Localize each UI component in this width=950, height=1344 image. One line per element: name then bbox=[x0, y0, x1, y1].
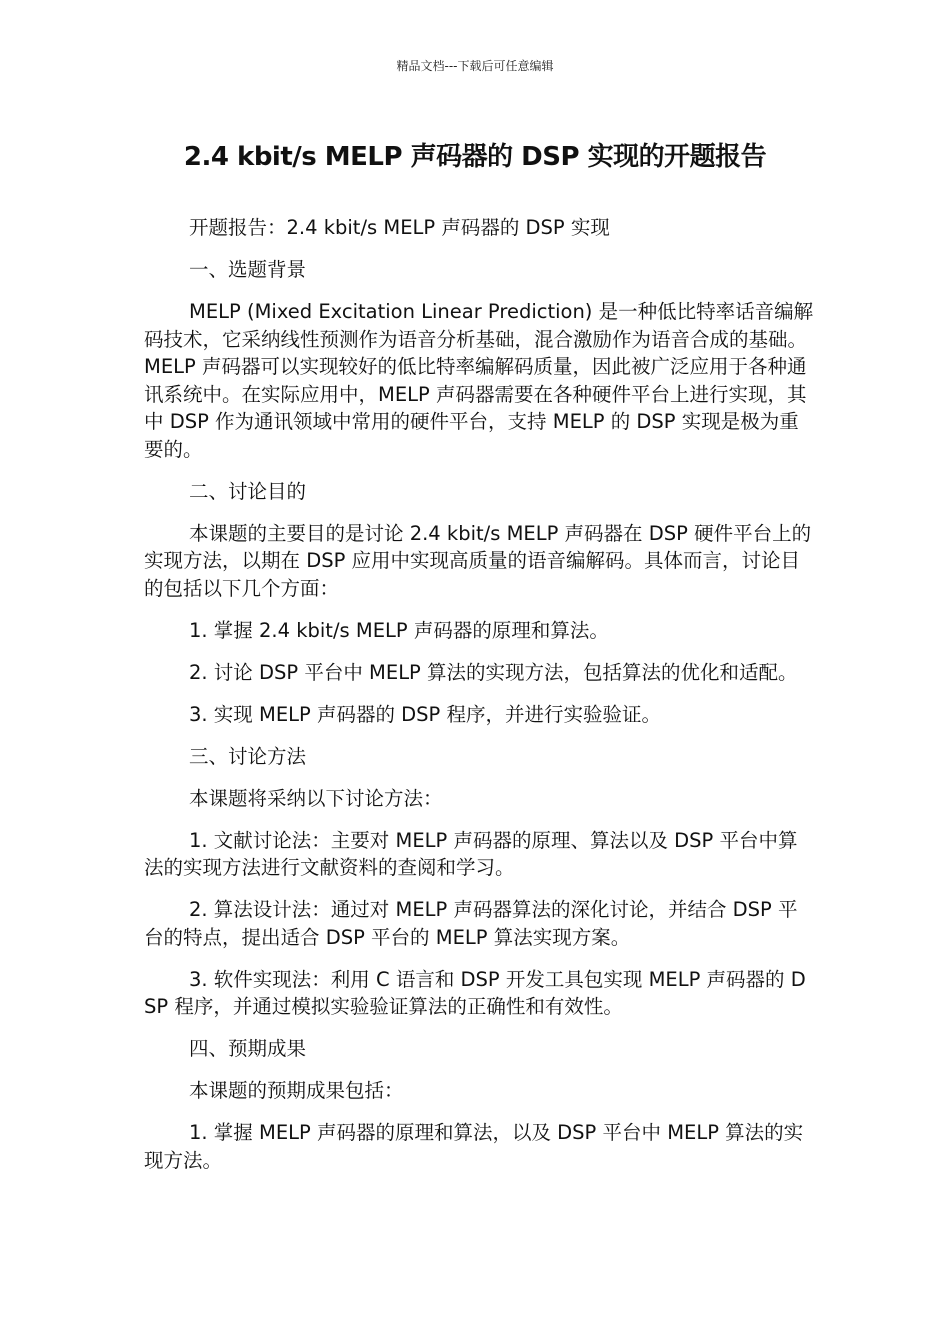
method-item-2: 2. 算法设计法：通过对 MELP 声码器算法的深化讨论，并结合 DSP 平台的特点，提出适合 DSP 平台的 MELP 算法实现方案。 bbox=[144, 898, 798, 949]
method-item-3: 3. 软件实现法：利用 C 语言和 DSP 开发工具包实现 MELP 声码器的 DSP 程序，并通过模拟实验验证算法的正确性和有效性。 bbox=[144, 967, 806, 1018]
purpose-item-2: 2. 讨论 DSP 平台中 MELP 算法的实现方法，包括算法的优化和适配。 bbox=[189, 660, 798, 684]
section-heading-method: 三、讨论方法 bbox=[189, 744, 307, 768]
report-subtitle: 开题报告：2.4 kbit/s MELP 声码器的 DSP 实现 bbox=[189, 216, 610, 239]
results-item-1: 1. 掌握 MELP 声码器的原理和算法，以及 DSP 平台中 MELP 算法的实现方法。 bbox=[144, 1121, 804, 1172]
background-paragraph: MELP (Mixed Excitation Linear Prediction) 是一种低比特率话音编解码技术，它采纳线性预测作为语音分析基础，混合激励作为语音合成的基础。MELP 声码器可以实现较好的低比特率编解码质量，因此被广泛应用于各种通讯系统中。在实际应用中，MELP 声码器需要在各种硬件平台上进行实现，其中 DSP 作为通讯领域中常用的硬件平台，支持 MELP 的 DSP 实现是极为重要的。 bbox=[144, 300, 814, 461]
document-title: 2.4 kbit/s MELP 声码器的 DSP 实现的开题报告 bbox=[183, 142, 767, 172]
results-intro: 本课题的预期成果包括： bbox=[189, 1079, 404, 1102]
section-heading-results: 四、预期成果 bbox=[189, 1037, 307, 1060]
document-body bbox=[144, 214, 814, 1189]
method-item-1: 1. 文献讨论法：主要对 MELP 声码器的原理、算法以及 DSP 平台中算法的实现方法进行文献资料的查阅和学习。 bbox=[144, 828, 798, 879]
header-note: 精品文档---下载后可任意编辑 bbox=[396, 59, 554, 73]
method-intro: 本课题将采纳以下讨论方法： bbox=[189, 786, 443, 810]
purpose-paragraph: 本课题的主要目的是讨论 2.4 kbit/s MELP 声码器在 DSP 硬件平台上的实现方法，以期在 DSP 应用中实现高质量的语音编解码。具体而言，讨论目的包括以下几个方面： bbox=[144, 521, 812, 600]
section-heading-background: 一、选题背景 bbox=[189, 258, 307, 281]
section-heading-purpose: 二、讨论目的 bbox=[189, 479, 307, 503]
purpose-item-1: 1. 掌握 2.4 kbit/s MELP 声码器的原理和算法。 bbox=[189, 618, 609, 642]
purpose-item-3: 3. 实现 MELP 声码器的 DSP 程序，并进行实验验证。 bbox=[189, 702, 662, 726]
